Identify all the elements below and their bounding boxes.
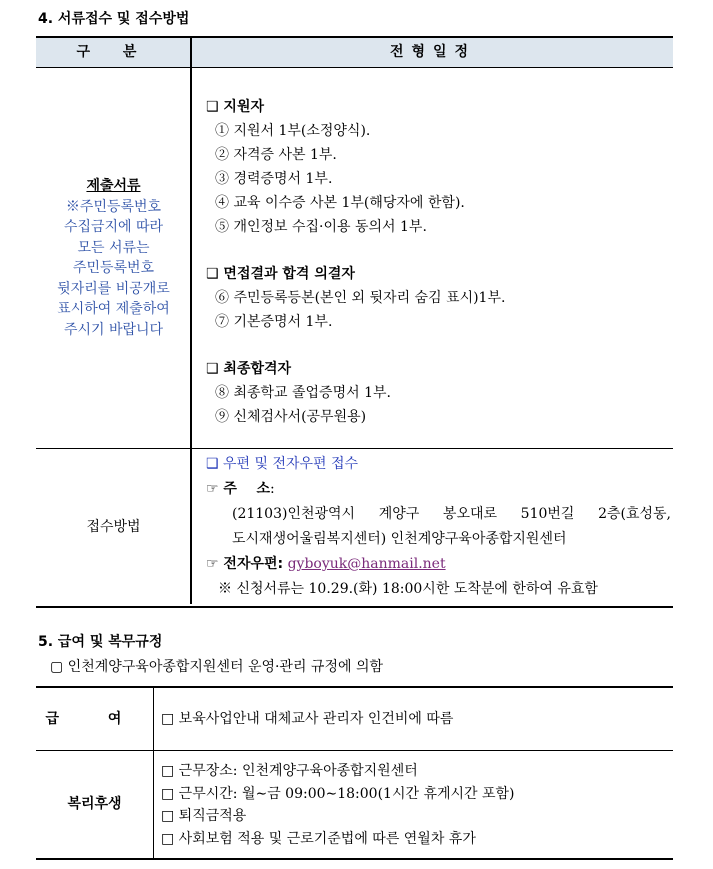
note-line: 뒷자리를 비공개로	[57, 280, 170, 297]
list-item: ⑨ 신체검사서(공무원용)	[215, 409, 367, 425]
list-item: □ 근무장소: 인천계양구육아종합지원센터	[161, 763, 418, 779]
list-item: ⑥ 주민등록등본(본인 외 뒷자리 숨김 표시)1부.	[215, 290, 506, 306]
group-applicant: ❑ 지원자	[206, 99, 264, 115]
list-item: ② 자격증 사본 1부.	[215, 147, 337, 163]
email-row	[206, 552, 671, 577]
list-item: ③ 경력증명서 1부.	[215, 171, 333, 187]
table-header	[36, 38, 673, 68]
method-details	[206, 452, 671, 602]
address-label: ☞ 주 소	[206, 481, 270, 497]
note-line: 주민등록번호	[72, 260, 155, 276]
deadline-note: ※ 신청서류는 10.29.(화) 18:00시한 도착분에 한하여 유효함	[218, 581, 598, 597]
submission-type: ❑ 우편 및 전자우편 접수	[206, 456, 359, 472]
section4-heading: 4. 서류접수 및 접수방법	[38, 11, 190, 27]
list-item: ① 지원서 1부(소정양식).	[215, 123, 371, 139]
header-schedule: 전형일정	[389, 44, 477, 60]
column-divider	[153, 688, 154, 858]
address-colon: :	[269, 481, 275, 497]
note-line: ※주민등록번호	[65, 198, 162, 215]
group-final-pass: ❑ 최종합격자	[206, 361, 292, 377]
list-item: □ 사회보험 적용 및 근로기준법에 따른 연월차 휴가	[161, 830, 476, 847]
salary-label: 급 여	[45, 711, 144, 727]
privacy-note	[36, 197, 191, 341]
header-category: 구 분	[76, 44, 151, 60]
application-table	[36, 36, 673, 608]
documents-list	[206, 95, 666, 429]
group-interview-pass: ❑ 면접결과 합격 의결자	[206, 266, 355, 282]
section5-heading: 5. 급여 및 복무규정	[38, 634, 163, 650]
address-line2: 도시재생어울림복지센터) 인천계양구육아종합지원센터	[232, 531, 567, 547]
email-link[interactable]: gyboyuk@hanmail.net	[287, 556, 446, 572]
note-line: 주시기 바랍니다	[63, 321, 164, 338]
list-item: ⑧ 최종학교 졸업증명서 1부.	[215, 385, 391, 401]
section5-sub: ▢ 인천계양구육아종합지원센터 운영·관리 규정에 의함	[50, 659, 384, 675]
note-line: 표시하여 제출하여	[57, 301, 170, 317]
note-line: 수집금지에 따라	[63, 219, 164, 235]
list-item: ⑤ 개인정보 수집·이용 동의서 1부.	[215, 219, 427, 235]
address-line1: (21103)인천광역시 계양구 봉오대로 510번길 2층(효성동,	[232, 506, 671, 522]
list-item: □ 근무시간: 월∼금 09:00∼18:00(1시간 휴게시간 포함)	[161, 785, 515, 802]
list-item: □ 퇴직금적용	[161, 808, 247, 824]
row-divider	[36, 448, 673, 449]
salary-text: □ 보육사업안내 대체교사 관리자 인건비에 따름	[161, 711, 454, 727]
documents-label	[36, 176, 191, 340]
benefits-label: 복리후생	[67, 796, 122, 812]
method-label: 접수방법	[86, 519, 141, 535]
email-label: ☞ 전자우편:	[206, 556, 284, 572]
documents-title: 제출서류	[86, 178, 141, 194]
address-row	[206, 477, 671, 502]
salary-table	[36, 686, 673, 860]
note-line: 모든 서류는	[77, 239, 150, 256]
benefits-list	[161, 760, 515, 850]
list-item: ⑦ 기본증명서 1부.	[215, 314, 333, 330]
list-item: ④ 교육 이수증 사본 1부(해당자에 한함).	[215, 195, 465, 211]
